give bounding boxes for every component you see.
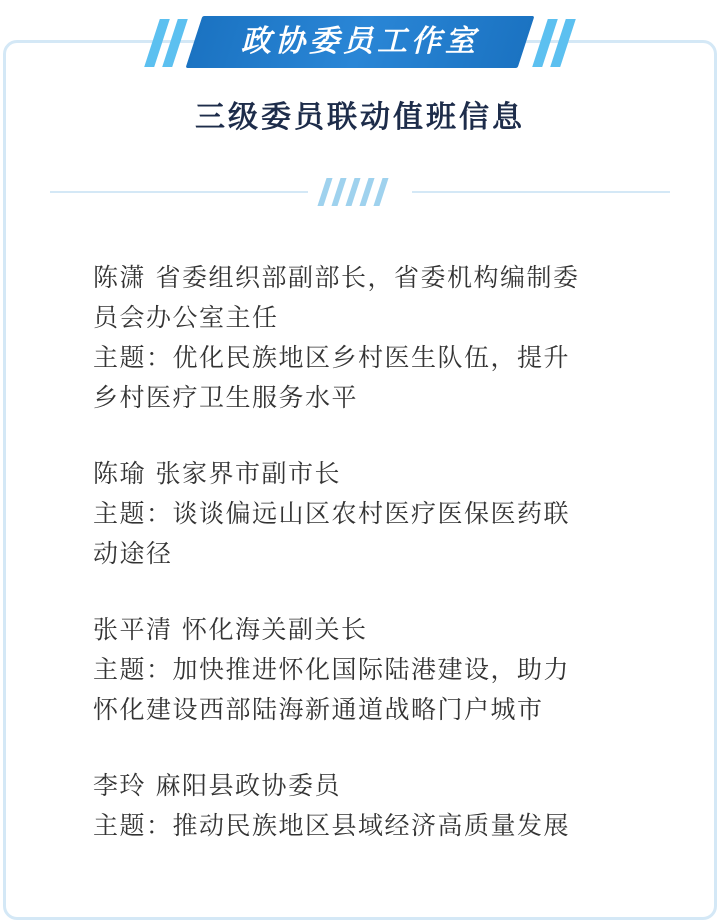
header-badge (148, 14, 572, 72)
duty-entry (93, 610, 653, 730)
entry-line: 主题：谈谈偏远山区农村医疗医保医药联 (93, 499, 571, 528)
entry-line: 乡村医疗卫生服务水平 (93, 383, 359, 412)
divider-line-right (412, 191, 670, 193)
entry-line: 动途径 (93, 539, 173, 568)
entry-line: 员会办公室主任 (93, 303, 279, 332)
entry-line: 主题：推动民族地区县域经济高质量发展 (93, 811, 571, 840)
divider-stripes (318, 178, 398, 206)
divider-line-left (50, 191, 308, 193)
entry-line: 陈潇 省委组织部副部长，省委机构编制委 (93, 263, 580, 292)
page-subtitle: 三级委员联动值班信息 (195, 100, 525, 135)
entry-line: 李玲 麻阳县政协委员 (93, 771, 341, 800)
badge-title: 政协委员工作室 (241, 24, 479, 59)
entry-line: 怀化建设西部陆海新通道战略门户城市 (93, 695, 544, 724)
duty-entry (93, 454, 653, 574)
duty-entry (93, 766, 653, 846)
entry-line: 主题：加快推进怀化国际陆港建设，助力 (93, 655, 571, 684)
duty-entry (93, 258, 653, 418)
entry-line: 主题：优化民族地区乡村医生队伍，提升 (93, 343, 571, 372)
entry-line: 张平清 怀化海关副关长 (93, 615, 368, 644)
duty-entries-list (93, 258, 653, 846)
entry-line: 陈瑜 张家界市副市长 (93, 459, 341, 488)
